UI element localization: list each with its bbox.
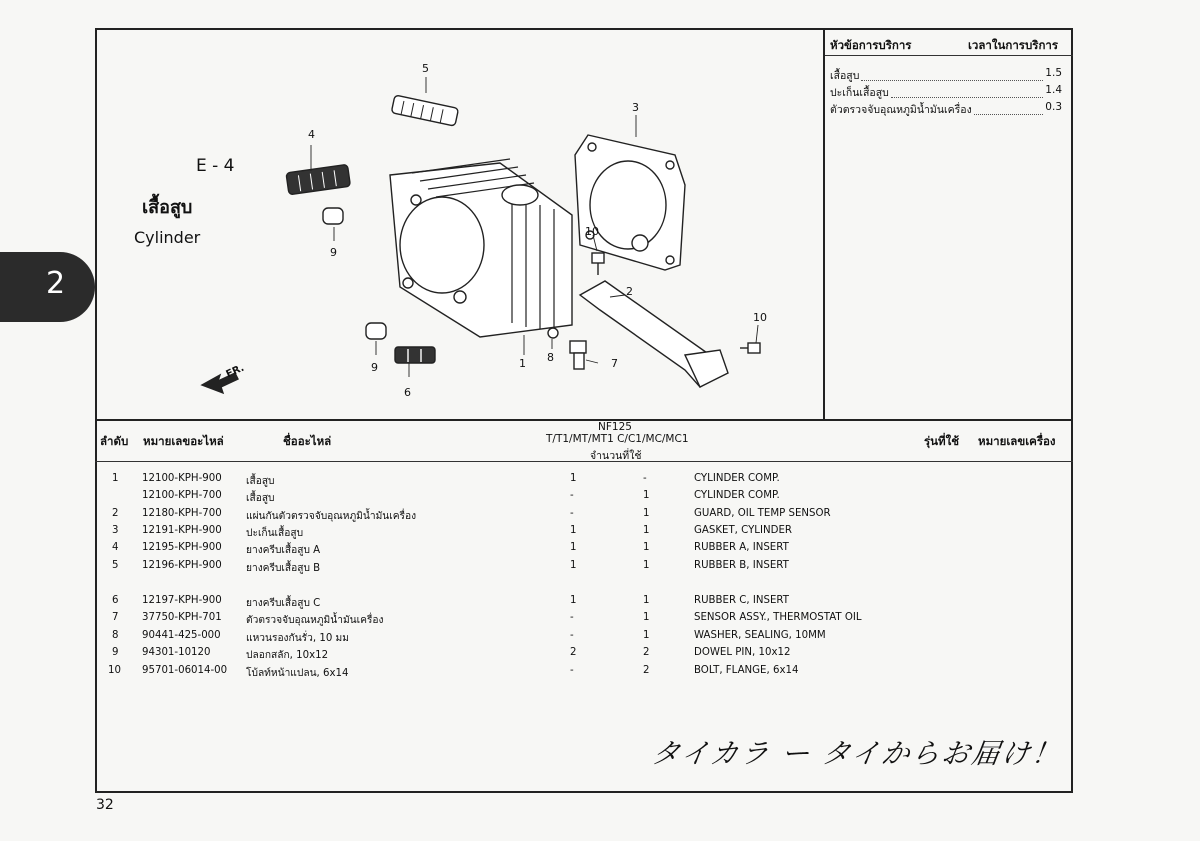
callout-5: 5: [422, 62, 429, 75]
table-header-divider: [95, 461, 1073, 462]
cylinder-body-part: [390, 159, 572, 337]
callout-2: 2: [626, 285, 633, 298]
oil-temp-guard-part: [580, 281, 728, 387]
variants-label: T/T1/MT/MT1 C/C1/MC/MC1: [546, 433, 689, 445]
rubber-a-part: [286, 164, 350, 194]
rubber-b-part: [391, 95, 458, 126]
cylinder-exploded-diagram: [180, 55, 800, 415]
callout-8: 8: [547, 351, 554, 364]
title-en: Cylinder: [134, 228, 201, 247]
table-row: 7 37750-KPH-701 ตัวตรวจจับอุณหภูมิน้ำมันเครื่อง - 1 SENSOR ASSY., THERMOSTAT OIL: [112, 612, 862, 626]
qty-label: จำนวนที่ใช้: [590, 450, 642, 462]
col-used: รุ่นที่ใช้: [924, 434, 960, 448]
service-divider: [823, 28, 825, 420]
callout-4: 4: [308, 128, 315, 141]
sealing-washer-part: [548, 328, 558, 338]
callout-10: 10: [585, 225, 599, 238]
service-col-time: เวลาในการบริการ: [968, 38, 1059, 52]
callout-1: 1: [519, 357, 526, 370]
callout-7: 7: [611, 357, 618, 370]
gasket-part: [575, 135, 685, 270]
col-name: ชื่ออะไหล่: [283, 434, 332, 448]
section-tab-number: 2: [46, 266, 66, 301]
section-tab: [0, 252, 95, 322]
flange-bolt-part: [592, 253, 604, 275]
footer-slogan: タイカラ ー タイからお届け！: [649, 737, 1064, 770]
flange-bolt-part: [740, 343, 760, 353]
callout-9: 9: [371, 361, 378, 374]
service-row: เสื้อสูบ 1.5: [830, 67, 1062, 82]
col-no: ลำดับ: [100, 434, 129, 448]
table-row: 1 12100-KPH-900 เสื้อสูบ 1 - CYLINDER COMP.: [112, 473, 780, 487]
front-label: FR.: [224, 362, 246, 381]
title-th: เสื้อสูบ: [142, 197, 193, 218]
service-col-topic: หัวข้อการบริการ: [830, 38, 912, 52]
table-row: 4 12195-KPH-900 ยางครีบเสื้อสูบ A 1 1 RUBBER A, INSERT: [112, 542, 789, 556]
table-row: 8 90441-425-000 แหวนรองกันรั่ว, 10 มม - 1 WASHER, SEALING, 10MM: [112, 630, 826, 644]
section-code: E - 4: [196, 156, 235, 176]
callout-9: 9: [330, 246, 337, 259]
table-divider: [95, 419, 1073, 421]
page-number: 32: [96, 797, 114, 813]
table-row: 6 12197-KPH-900 ยางครีบเสื้อสูบ C 1 1 RUBBER C, INSERT: [112, 595, 789, 609]
dowel-pin-part: [323, 208, 343, 224]
table-row: 10 95701-06014-00 โบ้ลท์หน้าแปลน, 6x14 - 2 BOLT, FLANGE, 6x14: [108, 665, 799, 679]
table-row: 12100-KPH-700 เสื้อสูบ - 1 CYLINDER COMP.: [142, 490, 780, 504]
callout-10: 10: [753, 311, 767, 324]
callout-6: 6: [404, 386, 411, 399]
table-row: 9 94301-10120 ปลอกสลัก, 10x12 2 2 DOWEL PIN, 10x12: [112, 647, 791, 661]
service-row: ตัวตรวจจับอุณหภูมิน้ำมันเครื่อง 0.3: [830, 101, 1062, 116]
service-row: ปะเก็นเสื้อสูบ 1.4: [830, 84, 1062, 99]
col-partno: หมายเลขอะไหล่: [143, 434, 224, 448]
service-header-divider: [825, 55, 1073, 56]
table-row: 3 12191-KPH-900 ปะเก็นเสื้อสูบ 1 1 GASKET, CYLINDER: [112, 525, 792, 539]
rubber-c-part: [395, 347, 435, 363]
thermostat-sensor-part: [570, 341, 586, 369]
col-engine: หมายเลขเครื่อง: [978, 434, 1056, 448]
table-row: 2 12180-KPH-700 แผ่นกันตัวตรวจจับอุณหภูมิน้ำมันเครื่อง - 1 GUARD, OIL TEMP SENSOR: [112, 508, 831, 522]
table-row: 5 12196-KPH-900 ยางครีบเสื้อสูบ B 1 1 RUBBER B, INSERT: [112, 560, 789, 574]
dowel-pin-part: [366, 323, 386, 339]
callout-3: 3: [632, 101, 639, 114]
model-label: NF125: [598, 421, 632, 433]
